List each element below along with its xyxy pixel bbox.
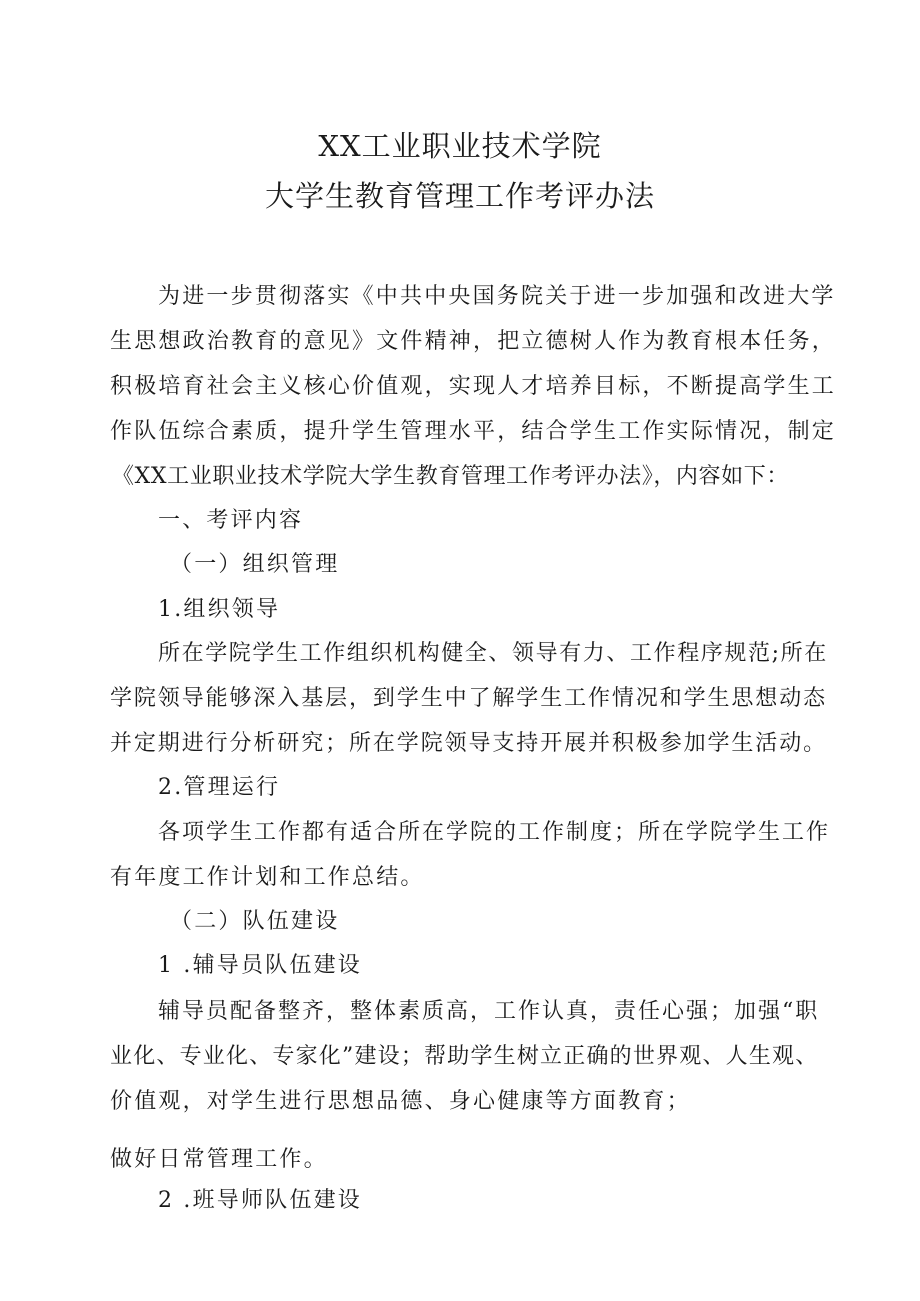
item-heading: 1 .辅导员队伍建设 — [158, 953, 362, 978]
body-line: 有年度工作计划和工作总结。 — [110, 865, 425, 890]
item-heading: 2.管理运行 — [158, 775, 281, 800]
body-line: 做好日常管理工作。 — [110, 1147, 328, 1172]
body-line: 作队伍综合素质，提升学生管理水平，结合学生工作实际情况，制定 — [110, 419, 837, 444]
body-line: 业化、专业化、专家化”建设；帮助学生树立正确的世界观、人生观、 — [110, 1044, 819, 1069]
body-line: 《XX工业职业技术学院大学生教育管理工作考评办法》，内容如下： — [112, 464, 789, 489]
document-title-line1: XX工业职业技术学院 — [318, 129, 602, 163]
body-line: 为进一步贯彻落实《中共中央国务院关于进一步加强和改进大学 — [158, 284, 836, 309]
item-heading: 2 .班导师队伍建设 — [158, 1188, 362, 1213]
body-line: 学院领导能够深入基层，到学生中了解学生工作情况和学生思想动态 — [110, 686, 828, 711]
body-line: 各项学生工作都有适合所在学院的工作制度；所在学院学生工作 — [158, 820, 831, 845]
body-line: 积极培育社会主义核心价值观，实现人才培养目标，不断提高学生工 — [110, 374, 837, 399]
body-line: 辅导员配备整齐，整体素质高，工作认真，责任心强；加强“职 — [158, 999, 820, 1024]
item-heading: 1.组织领导 — [158, 597, 281, 622]
body-line: 生思想政治教育的意见》文件精神，把立德树人作为教育根本任务， — [110, 329, 837, 354]
document-title-line2: 大学生教育管理工作考评办法 — [264, 179, 655, 213]
body-line: 所在学院学生工作组织机构健全、领导有力、工作程序规范;所在 — [158, 641, 828, 666]
body-line: 价值观，对学生进行思想品德、身心健康等方面教育； — [110, 1089, 691, 1114]
subsection-heading: （二）队伍建设 — [170, 909, 340, 934]
body-line: 并定期进行分析研究；所在学院领导支持开展并积极参加学生活动。 — [110, 731, 828, 756]
section-heading: 一、考评内容 — [158, 508, 304, 533]
subsection-heading: （一）组织管理 — [170, 552, 340, 577]
